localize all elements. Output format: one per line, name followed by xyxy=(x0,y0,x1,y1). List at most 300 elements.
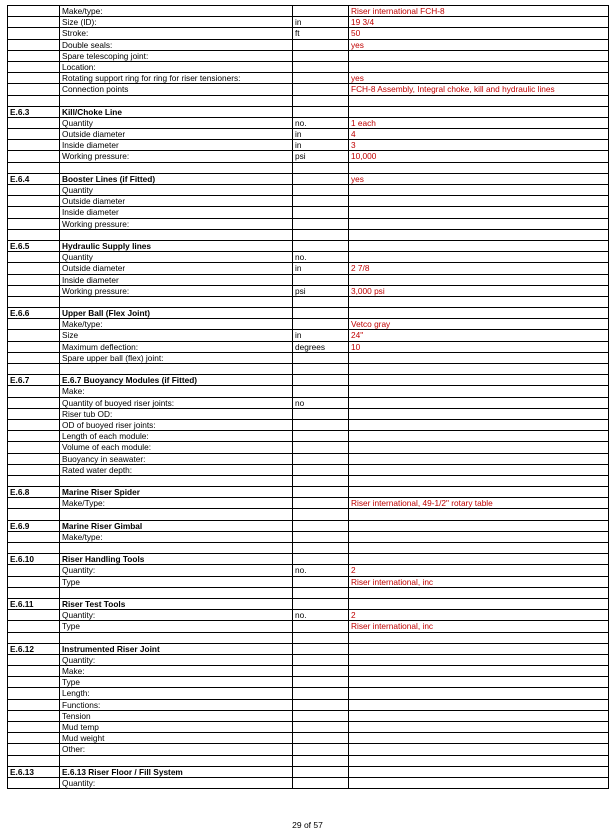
table-row xyxy=(8,755,609,766)
field-label-cell: Quantity: xyxy=(60,777,293,788)
unit-cell: no xyxy=(293,397,349,408)
section-number-cell xyxy=(8,73,60,84)
section-number-cell: E.6.6 xyxy=(8,308,60,319)
section-number-cell xyxy=(8,688,60,699)
section-number-cell xyxy=(8,654,60,665)
section-number-cell xyxy=(8,408,60,419)
field-label-cell: Outside diameter xyxy=(60,129,293,140)
value-cell: Riser international, 49-1/2" rotary table xyxy=(349,498,609,509)
field-label-cell xyxy=(60,475,293,486)
field-label-cell: Functions: xyxy=(60,699,293,710)
value-cell xyxy=(349,509,609,520)
unit-cell xyxy=(293,162,349,173)
section-number-cell xyxy=(8,162,60,173)
section-number-cell xyxy=(8,117,60,128)
field-label-cell: Make/Type: xyxy=(60,498,293,509)
section-number-cell xyxy=(8,632,60,643)
field-label-cell: Outside diameter xyxy=(60,196,293,207)
value-cell xyxy=(349,722,609,733)
field-label-cell: Type xyxy=(60,576,293,587)
unit-cell xyxy=(293,598,349,609)
value-cell: yes xyxy=(349,173,609,184)
table-row xyxy=(8,699,609,710)
section-header-row xyxy=(8,766,609,777)
unit-cell xyxy=(293,576,349,587)
table-row xyxy=(8,129,609,140)
value-cell: 19 3/4 xyxy=(349,17,609,28)
value-cell xyxy=(349,218,609,229)
value-cell xyxy=(349,442,609,453)
value-cell xyxy=(349,632,609,643)
value-cell xyxy=(349,688,609,699)
value-cell xyxy=(349,531,609,542)
value-cell xyxy=(349,587,609,598)
value-cell xyxy=(349,106,609,117)
table-row xyxy=(8,531,609,542)
section-number-cell xyxy=(8,17,60,28)
section-header-row xyxy=(8,240,609,251)
field-label-cell: Quantity xyxy=(60,185,293,196)
field-label-cell: Quantity xyxy=(60,252,293,263)
table-row xyxy=(8,543,609,554)
table-row xyxy=(8,17,609,28)
table-row xyxy=(8,677,609,688)
field-label-cell xyxy=(60,162,293,173)
section-number-cell xyxy=(8,419,60,430)
field-label-cell: Make/type: xyxy=(60,319,293,330)
unit-cell xyxy=(293,632,349,643)
field-label-cell: Mud temp xyxy=(60,722,293,733)
field-label-cell: Inside diameter xyxy=(60,207,293,218)
section-number-cell xyxy=(8,285,60,296)
section-title-cell: Upper Ball (Flex Joint) xyxy=(60,308,293,319)
unit-cell xyxy=(293,274,349,285)
field-label-cell: Quantity: xyxy=(60,610,293,621)
section-number-cell xyxy=(8,733,60,744)
table-row xyxy=(8,296,609,307)
table-row xyxy=(8,610,609,621)
unit-cell xyxy=(293,509,349,520)
value-cell xyxy=(349,50,609,61)
unit-cell xyxy=(293,666,349,677)
table-row xyxy=(8,710,609,721)
table-row xyxy=(8,777,609,788)
table-row xyxy=(8,61,609,72)
section-title-cell: Marine Riser Gimbal xyxy=(60,520,293,531)
section-number-cell xyxy=(8,341,60,352)
field-label-cell: Length of each module: xyxy=(60,431,293,442)
value-cell xyxy=(349,654,609,665)
section-number-cell: E.6.12 xyxy=(8,643,60,654)
value-cell xyxy=(349,431,609,442)
value-cell: 10,000 xyxy=(349,151,609,162)
value-cell xyxy=(349,520,609,531)
field-label-cell: Quantity of buoyed riser joints: xyxy=(60,397,293,408)
value-cell xyxy=(349,475,609,486)
unit-cell xyxy=(293,229,349,240)
value-cell xyxy=(349,397,609,408)
section-number-cell xyxy=(8,431,60,442)
value-cell xyxy=(349,162,609,173)
section-number-cell xyxy=(8,576,60,587)
field-label-cell: Mud weight xyxy=(60,733,293,744)
section-number-cell xyxy=(8,207,60,218)
field-label-cell: Working pressure: xyxy=(60,218,293,229)
section-number-cell xyxy=(8,28,60,39)
unit-cell xyxy=(293,777,349,788)
section-number-cell xyxy=(8,710,60,721)
value-cell xyxy=(349,464,609,475)
section-number-cell xyxy=(8,744,60,755)
value-cell: 10 xyxy=(349,341,609,352)
value-cell xyxy=(349,252,609,263)
value-cell xyxy=(349,710,609,721)
value-cell: 50 xyxy=(349,28,609,39)
value-cell xyxy=(349,699,609,710)
table-row xyxy=(8,498,609,509)
unit-cell: no. xyxy=(293,252,349,263)
field-label-cell xyxy=(60,364,293,375)
unit-cell xyxy=(293,498,349,509)
unit-cell xyxy=(293,73,349,84)
table-row xyxy=(8,162,609,173)
section-number-cell xyxy=(8,666,60,677)
value-cell xyxy=(349,185,609,196)
field-label-cell: Make: xyxy=(60,386,293,397)
section-header-row xyxy=(8,487,609,498)
field-label-cell: Inside diameter xyxy=(60,140,293,151)
value-cell: 24" xyxy=(349,330,609,341)
section-number-cell xyxy=(8,722,60,733)
table-row xyxy=(8,632,609,643)
unit-cell xyxy=(293,218,349,229)
unit-cell xyxy=(293,408,349,419)
section-header-row xyxy=(8,554,609,565)
field-label-cell: Tension xyxy=(60,710,293,721)
unit-cell xyxy=(293,543,349,554)
field-label-cell: Spare telescoping joint: xyxy=(60,50,293,61)
unit-cell xyxy=(293,710,349,721)
field-label-cell: Quantity: xyxy=(60,654,293,665)
unit-cell xyxy=(293,375,349,386)
unit-cell xyxy=(293,554,349,565)
unit-cell xyxy=(293,654,349,665)
table-row xyxy=(8,352,609,363)
value-cell: Riser international, inc xyxy=(349,576,609,587)
unit-cell xyxy=(293,487,349,498)
section-number-cell xyxy=(8,252,60,263)
section-number-cell xyxy=(8,621,60,632)
value-cell xyxy=(349,408,609,419)
unit-cell xyxy=(293,453,349,464)
table-row xyxy=(8,28,609,39)
unit-cell xyxy=(293,699,349,710)
field-label-cell: Make/type: xyxy=(60,6,293,17)
unit-cell xyxy=(293,386,349,397)
section-number-cell xyxy=(8,587,60,598)
field-label-cell: Rated water depth: xyxy=(60,464,293,475)
table-row xyxy=(8,95,609,106)
section-number-cell xyxy=(8,755,60,766)
field-label-cell xyxy=(60,509,293,520)
field-label-cell: Type xyxy=(60,677,293,688)
unit-cell: no. xyxy=(293,117,349,128)
table-row xyxy=(8,196,609,207)
value-cell xyxy=(349,352,609,363)
section-number-cell xyxy=(8,61,60,72)
page-number: 29 of 57 xyxy=(292,820,323,830)
unit-cell xyxy=(293,207,349,218)
table-row xyxy=(8,330,609,341)
value-cell: yes xyxy=(349,39,609,50)
table-row xyxy=(8,218,609,229)
section-header-row xyxy=(8,520,609,531)
section-number-cell xyxy=(8,196,60,207)
value-cell xyxy=(349,419,609,430)
table-row xyxy=(8,386,609,397)
section-number-cell xyxy=(8,39,60,50)
field-label-cell: Working pressure: xyxy=(60,285,293,296)
unit-cell xyxy=(293,106,349,117)
section-number-cell xyxy=(8,777,60,788)
section-number-cell xyxy=(8,565,60,576)
table-row xyxy=(8,274,609,285)
unit-cell xyxy=(293,475,349,486)
unit-cell: in xyxy=(293,330,349,341)
value-cell: yes xyxy=(349,73,609,84)
value-cell: Riser international FCH-8 xyxy=(349,6,609,17)
section-number-cell xyxy=(8,185,60,196)
unit-cell xyxy=(293,84,349,95)
section-number-cell xyxy=(8,296,60,307)
unit-cell: no. xyxy=(293,565,349,576)
unit-cell: psi xyxy=(293,151,349,162)
section-number-cell xyxy=(8,610,60,621)
table-row xyxy=(8,431,609,442)
section-header-row xyxy=(8,106,609,117)
value-cell: FCH-8 Assembly, Integral choke, kill and hydraulic lines xyxy=(349,84,609,95)
unit-cell: psi xyxy=(293,285,349,296)
table-row xyxy=(8,442,609,453)
section-number-cell xyxy=(8,140,60,151)
section-number-cell xyxy=(8,330,60,341)
unit-cell xyxy=(293,319,349,330)
field-label-cell: Type xyxy=(60,621,293,632)
unit-cell xyxy=(293,677,349,688)
table-row xyxy=(8,117,609,128)
unit-cell xyxy=(293,688,349,699)
unit-cell xyxy=(293,766,349,777)
field-label-cell: Other: xyxy=(60,744,293,755)
section-number-cell xyxy=(8,386,60,397)
table-row xyxy=(8,263,609,274)
table-row xyxy=(8,733,609,744)
value-cell xyxy=(349,95,609,106)
value-cell xyxy=(349,733,609,744)
field-label-cell: Outside diameter xyxy=(60,263,293,274)
field-label-cell: Size xyxy=(60,330,293,341)
field-label-cell: Quantity xyxy=(60,117,293,128)
value-cell: 3,000 psi xyxy=(349,285,609,296)
unit-cell xyxy=(293,185,349,196)
unit-cell xyxy=(293,196,349,207)
section-number-cell xyxy=(8,397,60,408)
section-title-cell: Instrumented Riser Joint xyxy=(60,643,293,654)
unit-cell xyxy=(293,464,349,475)
table-row xyxy=(8,408,609,419)
section-title-cell: Riser Handling Tools xyxy=(60,554,293,565)
field-label-cell xyxy=(60,296,293,307)
table-row xyxy=(8,285,609,296)
unit-cell xyxy=(293,621,349,632)
unit-cell xyxy=(293,520,349,531)
unit-cell: in xyxy=(293,129,349,140)
value-cell xyxy=(349,61,609,72)
section-title-cell: Kill/Choke Line xyxy=(60,106,293,117)
value-cell xyxy=(349,487,609,498)
unit-cell xyxy=(293,419,349,430)
table-row xyxy=(8,666,609,677)
table-row xyxy=(8,654,609,665)
table-row xyxy=(8,319,609,330)
section-title-cell: Booster Lines (if Fitted) xyxy=(60,173,293,184)
unit-cell xyxy=(293,240,349,251)
value-cell: 2 xyxy=(349,565,609,576)
section-number-cell xyxy=(8,129,60,140)
value-cell xyxy=(349,554,609,565)
value-cell xyxy=(349,766,609,777)
unit-cell xyxy=(293,744,349,755)
section-number-cell xyxy=(8,364,60,375)
section-header-row xyxy=(8,173,609,184)
unit-cell xyxy=(293,50,349,61)
section-number-cell xyxy=(8,498,60,509)
field-label-cell xyxy=(60,632,293,643)
section-number-cell: E.6.5 xyxy=(8,240,60,251)
section-number-cell: E.6.8 xyxy=(8,487,60,498)
table-row xyxy=(8,341,609,352)
unit-cell xyxy=(293,643,349,654)
unit-cell xyxy=(293,352,349,363)
table-row xyxy=(8,185,609,196)
unit-cell xyxy=(293,733,349,744)
field-label-cell: Maximum deflection: xyxy=(60,341,293,352)
table-row xyxy=(8,252,609,263)
section-number-cell xyxy=(8,95,60,106)
value-cell xyxy=(349,196,609,207)
section-title-cell: E.6.7 Buoyancy Modules (if Fitted) xyxy=(60,375,293,386)
section-number-cell xyxy=(8,274,60,285)
section-number-cell xyxy=(8,509,60,520)
section-title-cell: E.6.13 Riser Floor / Fill System xyxy=(60,766,293,777)
table-row xyxy=(8,744,609,755)
unit-cell: no. xyxy=(293,610,349,621)
field-label-cell xyxy=(60,229,293,240)
field-label-cell xyxy=(60,587,293,598)
value-cell: Riser international, inc xyxy=(349,621,609,632)
value-cell: 4 xyxy=(349,129,609,140)
section-title-cell: Hydraulic Supply lines xyxy=(60,240,293,251)
unit-cell: in xyxy=(293,263,349,274)
unit-cell xyxy=(293,6,349,17)
table-row xyxy=(8,229,609,240)
unit-cell: ft xyxy=(293,28,349,39)
field-label-cell xyxy=(60,543,293,554)
value-cell xyxy=(349,453,609,464)
field-label-cell: Rotating support ring for ring for riser tensioners: xyxy=(60,73,293,84)
section-header-row xyxy=(8,643,609,654)
table-row xyxy=(8,688,609,699)
field-label-cell xyxy=(60,95,293,106)
table-row xyxy=(8,453,609,464)
value-cell xyxy=(349,744,609,755)
unit-cell xyxy=(293,61,349,72)
section-title-cell: Marine Riser Spider xyxy=(60,487,293,498)
section-number-cell xyxy=(8,50,60,61)
field-label-cell: Stroke: xyxy=(60,28,293,39)
table-row xyxy=(8,140,609,151)
table-row xyxy=(8,565,609,576)
unit-cell xyxy=(293,431,349,442)
field-label-cell: Make: xyxy=(60,666,293,677)
unit-cell xyxy=(293,587,349,598)
spec-table-body xyxy=(8,6,609,789)
section-number-cell: E.6.9 xyxy=(8,520,60,531)
unit-cell xyxy=(293,296,349,307)
field-label-cell: Make/type: xyxy=(60,531,293,542)
table-row xyxy=(8,475,609,486)
section-number-cell xyxy=(8,151,60,162)
value-cell xyxy=(349,598,609,609)
value-cell: 3 xyxy=(349,140,609,151)
unit-cell: degrees xyxy=(293,341,349,352)
value-cell xyxy=(349,755,609,766)
table-row xyxy=(8,464,609,475)
section-number-cell: E.6.11 xyxy=(8,598,60,609)
table-row xyxy=(8,587,609,598)
section-number-cell xyxy=(8,475,60,486)
table-row xyxy=(8,39,609,50)
field-label-cell: Location: xyxy=(60,61,293,72)
field-label-cell xyxy=(60,755,293,766)
value-cell: Vetco gray xyxy=(349,319,609,330)
section-header-row xyxy=(8,598,609,609)
section-number-cell xyxy=(8,319,60,330)
value-cell xyxy=(349,240,609,251)
unit-cell: in xyxy=(293,17,349,28)
unit-cell xyxy=(293,39,349,50)
section-number-cell: E.6.10 xyxy=(8,554,60,565)
table-row xyxy=(8,397,609,408)
value-cell xyxy=(349,364,609,375)
table-row xyxy=(8,6,609,17)
unit-cell: in xyxy=(293,140,349,151)
value-cell: 2 xyxy=(349,610,609,621)
unit-cell xyxy=(293,364,349,375)
riser-spec-table xyxy=(7,5,609,789)
section-number-cell xyxy=(8,84,60,95)
field-label-cell: Volume of each module: xyxy=(60,442,293,453)
table-row xyxy=(8,50,609,61)
value-cell: 1 each xyxy=(349,117,609,128)
table-row xyxy=(8,84,609,95)
table-row xyxy=(8,509,609,520)
unit-cell xyxy=(293,755,349,766)
section-number-cell xyxy=(8,677,60,688)
table-row xyxy=(8,722,609,733)
field-label-cell: Riser tub OD: xyxy=(60,408,293,419)
section-number-cell: E.6.3 xyxy=(8,106,60,117)
